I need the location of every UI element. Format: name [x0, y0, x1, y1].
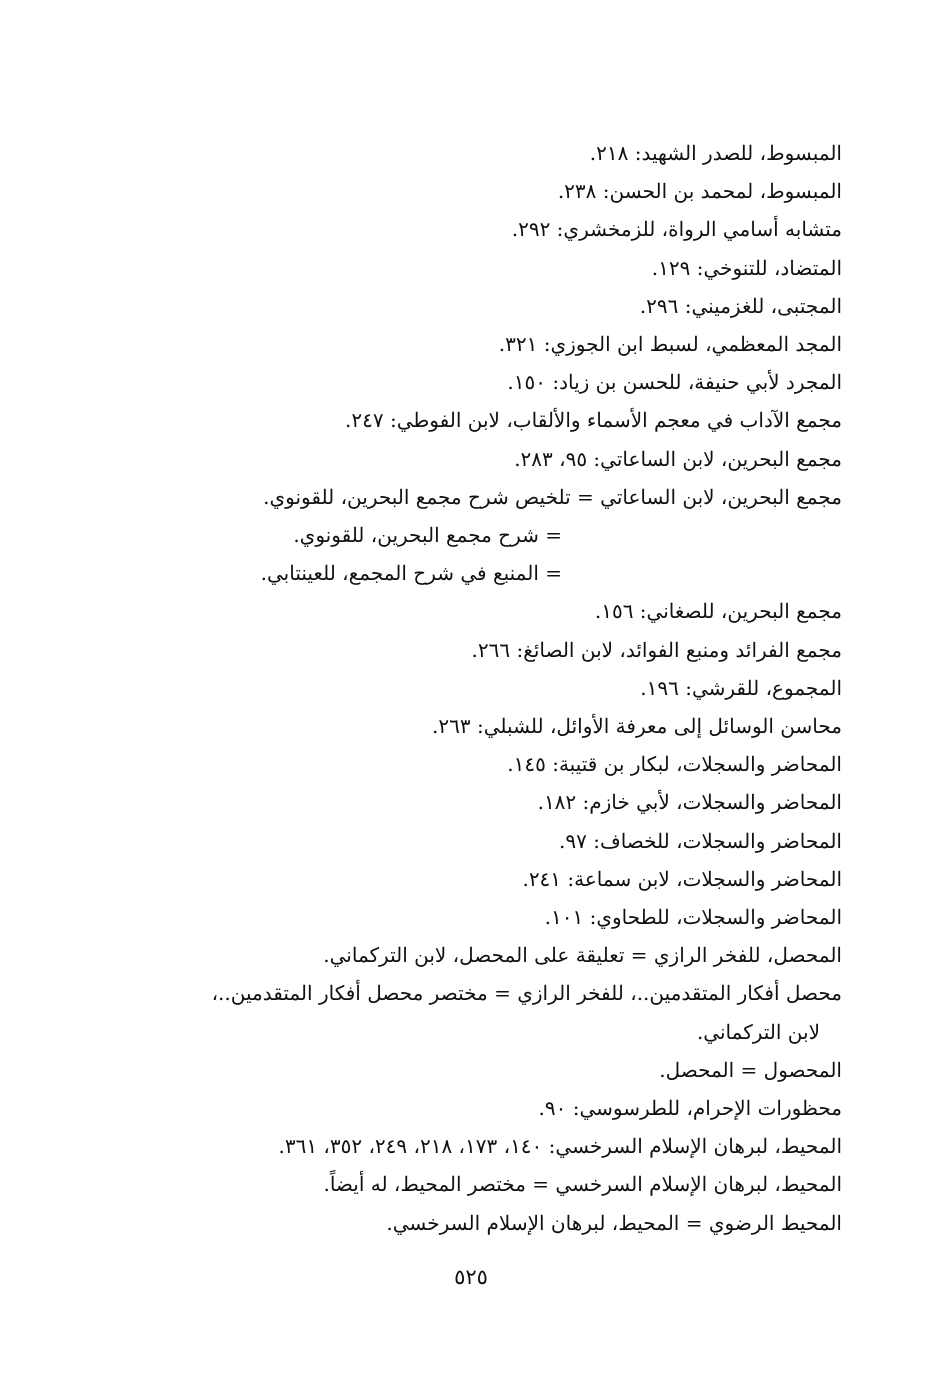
index-entry: المبسوط، للصدر الشهيد: ٢١٨.	[589, 141, 842, 165]
index-entry: المبسوط، لمحمد بن الحسن: ٢٣٨.	[557, 179, 842, 204]
index-entry: المحاضر والسجلات، لبكار بن قتيبة: ١٤٥.	[507, 752, 842, 777]
index-entry: مجمع الآداب في معجم الأسماء والألقاب، لابن الفوطي: ٢٤٧.	[345, 408, 842, 433]
index-entry: محظورات الإحرام، للطرسوسي: ٩٠.	[538, 1096, 842, 1121]
index-cross-reference: = شرح مجمع البحرين، للقونوي.	[293, 523, 562, 548]
index-entry: مجمع البحرين، لابن الساعاتي = تلخيص شرح مجمع البحرين، للقونوي.	[263, 484, 842, 509]
index-entry: المحصل، للفخر الرازي = تعليقة على المحصل، لابن التركماني.	[323, 943, 842, 968]
index-entry: المجموع، للقرشي: ١٩٦.	[640, 675, 842, 700]
index-entry: المحاضر والسجلات، للخصاف: ٩٧.	[559, 828, 842, 853]
index-entry: محصل أفكار المتقدمين..، للفخر الرازي = مختصر محصل أفكار المتقدمين..،	[211, 981, 842, 1006]
index-entry: المجد المعظمي، لسبط ابن الجوزي: ٣٢١.	[498, 332, 842, 357]
index-entry: مجمع البحرين، لابن الساعاتي: ٩٥، ٢٨٣.	[514, 446, 842, 471]
index-entry: المحصول = المحصل.	[659, 1057, 842, 1082]
index-entry: المجتبى، للغزميني: ٢٩٦.	[639, 293, 842, 318]
index-entry: المتضاد، للتنوخي: ١٢٩.	[651, 255, 842, 280]
index-cross-reference: = المنبع في شرح المجمع، للعينتابي.	[260, 561, 562, 586]
index-entry-continuation: لابن التركماني.	[696, 1019, 820, 1044]
index-entry: مجمع البحرين، للصغاني: ١٥٦.	[594, 599, 842, 624]
index-entry: محاسن الوسائل إلى معرفة الأوائل، للشبلي: ٢٦٣.	[432, 714, 842, 739]
index-entry: المحاضر والسجلات، لأبي خازم: ١٨٢.	[537, 790, 842, 815]
index-entry: المحيط الرضوي = المحيط، لبرهان الإسلام السرخسي.	[386, 1210, 842, 1235]
index-entries	[142, 134, 842, 1242]
index-entry: المجرد لأبي حنيفة، للحسن بن زياد: ١٥٠.	[507, 370, 842, 395]
index-entry: المحاضر والسجلات، لابن سماعة: ٢٤١.	[522, 866, 842, 891]
index-entry: مجمع الفرائد ومنبع الفوائد، لابن الصائغ: ٢٦٦.	[471, 637, 842, 662]
index-entry: المحيط، لبرهان الإسلام السرخسي: ١٤٠، ١٧٣، ٢١٨، ٢٤٩، ٣٥٢، ٣٦١.	[278, 1134, 842, 1159]
index-entry: المحيط، لبرهان الإسلام السرخسي = مختصر المحيط، له أيضاً.	[323, 1172, 842, 1197]
page-number: ٥٢٥	[454, 1265, 488, 1289]
index-entry: المحاضر والسجلات، للطحاوي: ١٠١.	[544, 905, 842, 930]
index-entry: متشابه أسامي الرواة، للزمخشري: ٢٩٢.	[511, 217, 842, 242]
